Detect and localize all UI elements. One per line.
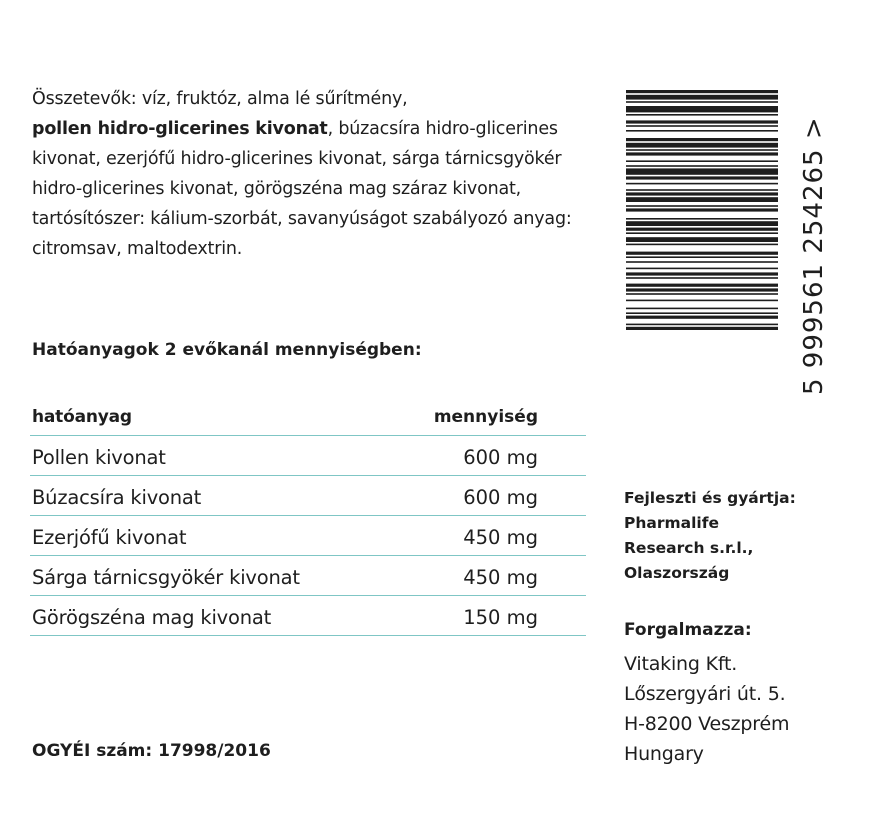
table-header (30, 396, 586, 436)
row-amount: 150 mg (463, 606, 538, 629)
barcode-bar (626, 168, 778, 174)
barcode-bar (626, 261, 778, 263)
row-name: Pollen kivonat (32, 446, 166, 469)
table-row (30, 556, 586, 596)
barcode-bar (626, 205, 778, 207)
ingredients-prefix: Összetevők: víz, fruktóz, alma lé sűrítmény, (32, 89, 408, 109)
barcode-bar (626, 228, 778, 231)
row-amount: 600 mg (463, 446, 538, 469)
row-amount: 600 mg (463, 486, 538, 509)
barcode-bar (626, 189, 778, 191)
distributor-line: Vitaking Kft. (624, 653, 738, 675)
producer-line: Pharmalife (624, 514, 719, 532)
barcode-bar (626, 327, 778, 330)
producer-block (624, 486, 864, 586)
barcode-bar (626, 272, 778, 275)
distributor-line: H-8200 Veszprém (624, 713, 790, 735)
barcode-bar (626, 120, 778, 123)
barcode-bar (626, 288, 778, 291)
barcode-bar (626, 192, 778, 195)
barcode-bar (626, 308, 778, 310)
ingredients-text (32, 84, 592, 264)
barcode (622, 70, 832, 400)
barcode-bar (626, 252, 778, 255)
barcode-bar (626, 114, 778, 116)
barcode-bar (626, 176, 778, 179)
barcode-bar (626, 152, 778, 155)
active-ingredients-table (30, 396, 586, 636)
barcode-bar (626, 316, 778, 319)
barcode-bar (626, 244, 778, 246)
barcode-bar (626, 95, 778, 100)
producer-line: Fejleszti és gyártja: (624, 489, 796, 507)
barcode-bar (626, 277, 778, 279)
table-row (30, 516, 586, 556)
barcode-bar (626, 268, 778, 270)
barcode-bar (626, 106, 778, 112)
barcode-bar (626, 284, 778, 287)
barcode-bar (626, 293, 778, 295)
barcode-bar (626, 101, 778, 103)
barcode-bar (626, 208, 778, 211)
row-amount: 450 mg (463, 566, 538, 589)
barcode-bar (626, 130, 778, 132)
table-row (30, 596, 586, 636)
barcode-bar (626, 256, 778, 258)
barcode-number: 5 999561 254265 > (799, 116, 829, 395)
distributor-block (624, 649, 874, 769)
ogyei-number: OGYÉI szám: 17998/2016 (32, 741, 271, 761)
distributor-title: Forgalmazza: (624, 620, 752, 640)
barcode-bar (626, 149, 778, 151)
producer-line: Research s.r.l., (624, 539, 754, 557)
barcode-bar (626, 90, 778, 93)
barcode-bar (626, 197, 778, 202)
row-name: Búzacsíra kivonat (32, 486, 202, 509)
ingredients-rest: , búzacsíra hidro-glicerines kivonat, ezerjófű hidro-glicerines kivonat, sárga tárnicsgyökér hidro-glicerines kivonat, görögszéna mag száraz kivonat, tartósítószer: kálium-szorbát, savanyúságot szabályozó anyag: citromsav, maltodextrin. (32, 119, 572, 259)
barcode-bar (626, 218, 778, 220)
table-row (30, 436, 586, 476)
barcode-bars (626, 90, 778, 330)
producer-line: Olaszország (624, 564, 730, 582)
header-name: hatóanyag (32, 407, 132, 427)
barcode-bar (626, 232, 778, 234)
row-name: Ezerjófű kivonat (32, 526, 187, 549)
row-amount: 450 mg (463, 526, 538, 549)
barcode-bar (626, 138, 778, 141)
barcode-bar (626, 165, 778, 167)
row-name: Sárga tárnicsgyökér kivonat (32, 566, 300, 589)
barcode-bar (626, 324, 778, 326)
barcode-bar (626, 237, 778, 242)
barcode-bar (626, 160, 778, 162)
distributor-line: Hungary (624, 743, 704, 765)
table-row (30, 476, 586, 516)
barcode-bar (626, 300, 778, 302)
ingredients-bold: pollen hidro-glicerines kivonat (32, 119, 328, 139)
barcode-bar (626, 221, 778, 226)
header-amount: mennyiség (433, 407, 538, 427)
barcode-bar (626, 143, 778, 148)
row-name: Görögszéna mag kivonat (32, 606, 272, 629)
barcode-bar (626, 125, 778, 127)
barcode-bar (626, 312, 778, 314)
barcode-bar (626, 183, 778, 185)
distributor-line: Lőszergyári út. 5. (624, 683, 786, 705)
active-section-title: Hatóanyagok 2 evőkanál mennyiségben: (32, 340, 422, 360)
